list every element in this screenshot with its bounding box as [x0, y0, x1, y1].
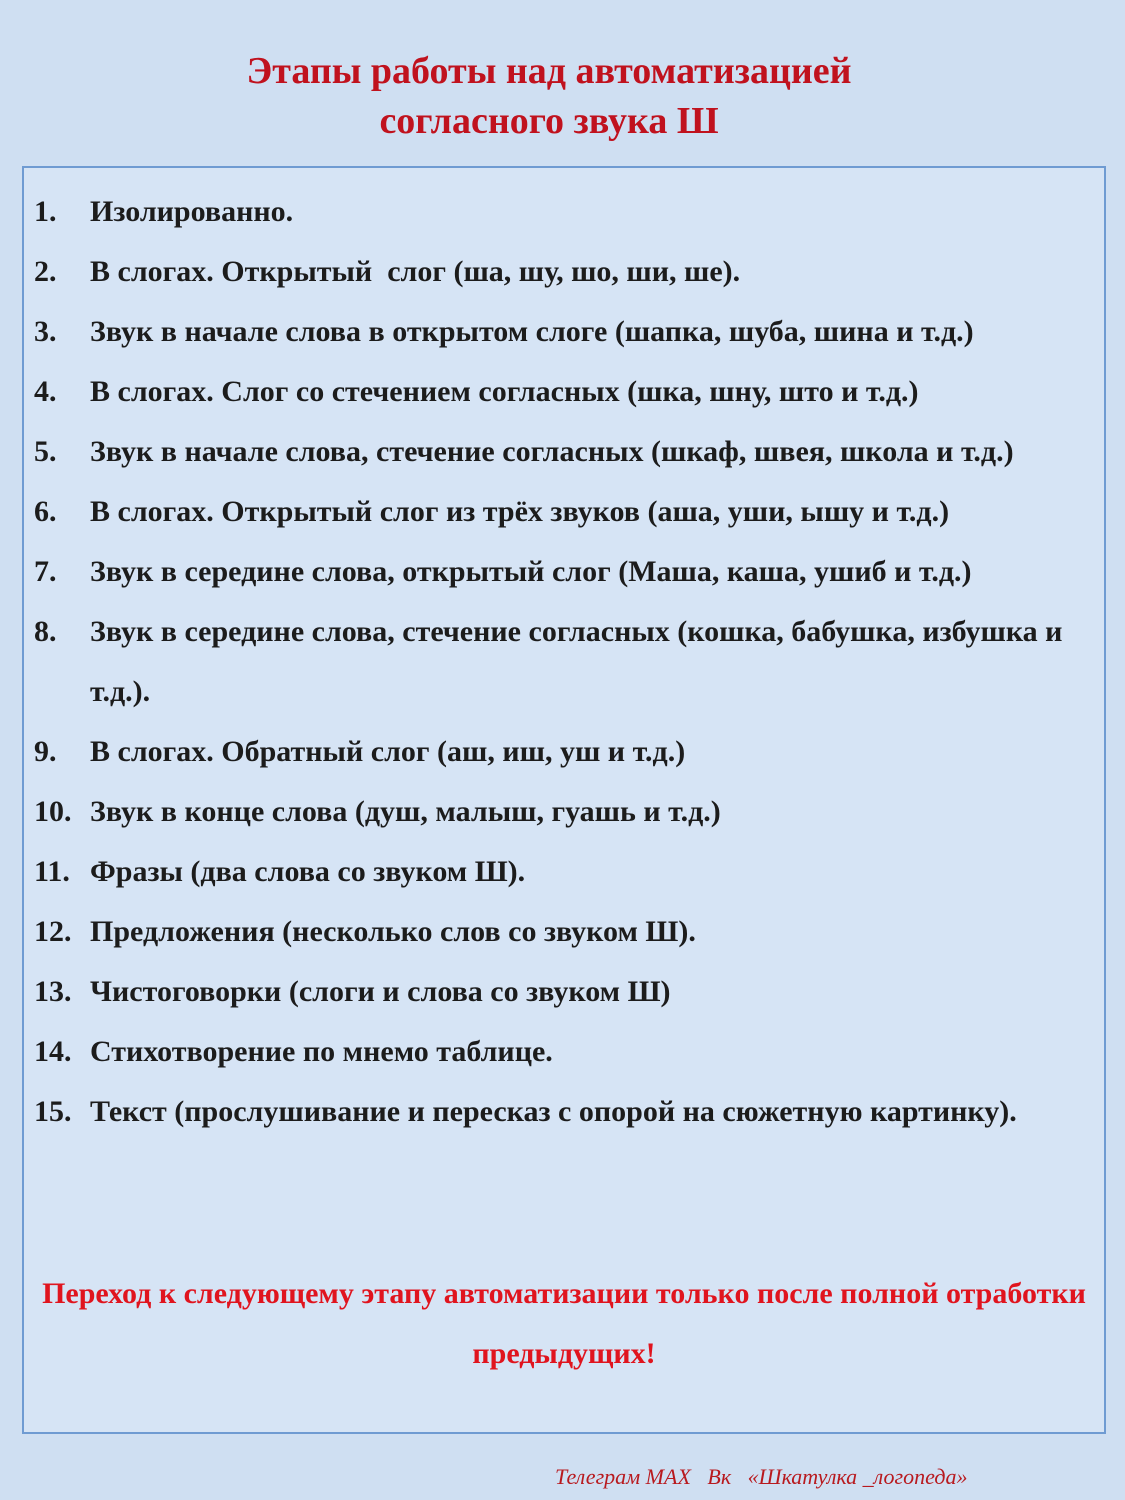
page-title: [0, 46, 1098, 146]
stage-text: Фразы (два слова со звуком Ш).: [90, 855, 526, 888]
stage-number: 13.: [34, 975, 72, 1008]
stage-number: 8.: [34, 615, 57, 648]
stage-item-12: [0, 902, 1125, 962]
stage-item-10: [0, 782, 1125, 842]
stage-number: 3.: [34, 315, 57, 348]
stage-item-14: [0, 1022, 1125, 1082]
stage-number: 10.: [34, 795, 72, 828]
stage-item-11: [0, 842, 1125, 902]
stage-number: 14.: [34, 1035, 72, 1068]
stage-item-6: [0, 482, 1125, 542]
stage-number: 6.: [34, 495, 57, 528]
stage-number: 15.: [34, 1095, 72, 1128]
stage-item-3: [0, 302, 1125, 362]
stage-text: В слогах. Открытый слог (ша, шу, шо, ши, ше).: [90, 255, 741, 288]
stage-text: Текст (прослушивание и пересказ с опорой на сюжетную картинку).: [90, 1095, 1017, 1128]
stage-text: Звук в конце слова (душ, малыш, гуашь и т.д.): [90, 795, 721, 828]
stage-item-2: [0, 242, 1125, 302]
stages-list: [0, 182, 1125, 1142]
stage-number: 12.: [34, 915, 72, 948]
stage-item-8: [0, 602, 1125, 722]
stage-item-5: [0, 422, 1125, 482]
stage-text: Звук в начале слова, стечение согласных (шкаф, швея, школа и т.д.): [90, 435, 1014, 468]
stage-text: Звук в начале слова в открытом слоге (шапка, шуба, шина и т.д.): [90, 315, 974, 348]
stage-text: Звук в середине слова, открытый слог (Маша, каша, ушиб и т.д.): [90, 555, 972, 588]
stage-text: В слогах. Обратный слог (аш, иш, уш и т.д.): [90, 735, 686, 768]
stage-item-15: [0, 1082, 1125, 1142]
stage-number: 1.: [34, 195, 57, 228]
stage-number: 7.: [34, 555, 57, 588]
stage-number: 2.: [34, 255, 57, 288]
stage-item-9: [0, 722, 1125, 782]
stage-text: Стихотворение по мнемо таблице.: [90, 1035, 553, 1068]
stage-text: Изолированно.: [90, 195, 294, 228]
stage-number: 9.: [34, 735, 57, 768]
stage-item-7: [0, 542, 1125, 602]
stage-text: Чистоговорки (слоги и слова со звуком Ш): [90, 975, 671, 1008]
stage-text: Звук в середине слова, стечение согласных (кошка, бабушка, избушка и т.д.).: [90, 615, 1063, 708]
stage-text: Предложения (несколько слов со звуком Ш).: [90, 915, 696, 948]
footer-credits: Телеграм MAX Вк «Шкатулка _логопеда»: [555, 1464, 968, 1489]
stage-item-13: [0, 962, 1125, 1022]
page-title-line-2: согласного звука Ш: [379, 100, 719, 142]
stage-text: В слогах. Слог со стечением согласных (шка, шну, што и т.д.): [90, 375, 919, 408]
stage-item-1: [0, 182, 1125, 242]
stage-number: 5.: [34, 435, 57, 468]
page-title-line-1: Этапы работы над автоматизацией: [246, 50, 852, 92]
warning-note: Переход к следующему этапу автоматизации только после полной отработки предыдущих!: [42, 1277, 1086, 1370]
stage-number: 11.: [34, 855, 70, 888]
stage-text: В слогах. Открытый слог из трёх звуков (аша, уши, ышу и т.д.): [90, 495, 950, 528]
stage-item-4: [0, 362, 1125, 422]
stage-number: 4.: [34, 375, 57, 408]
